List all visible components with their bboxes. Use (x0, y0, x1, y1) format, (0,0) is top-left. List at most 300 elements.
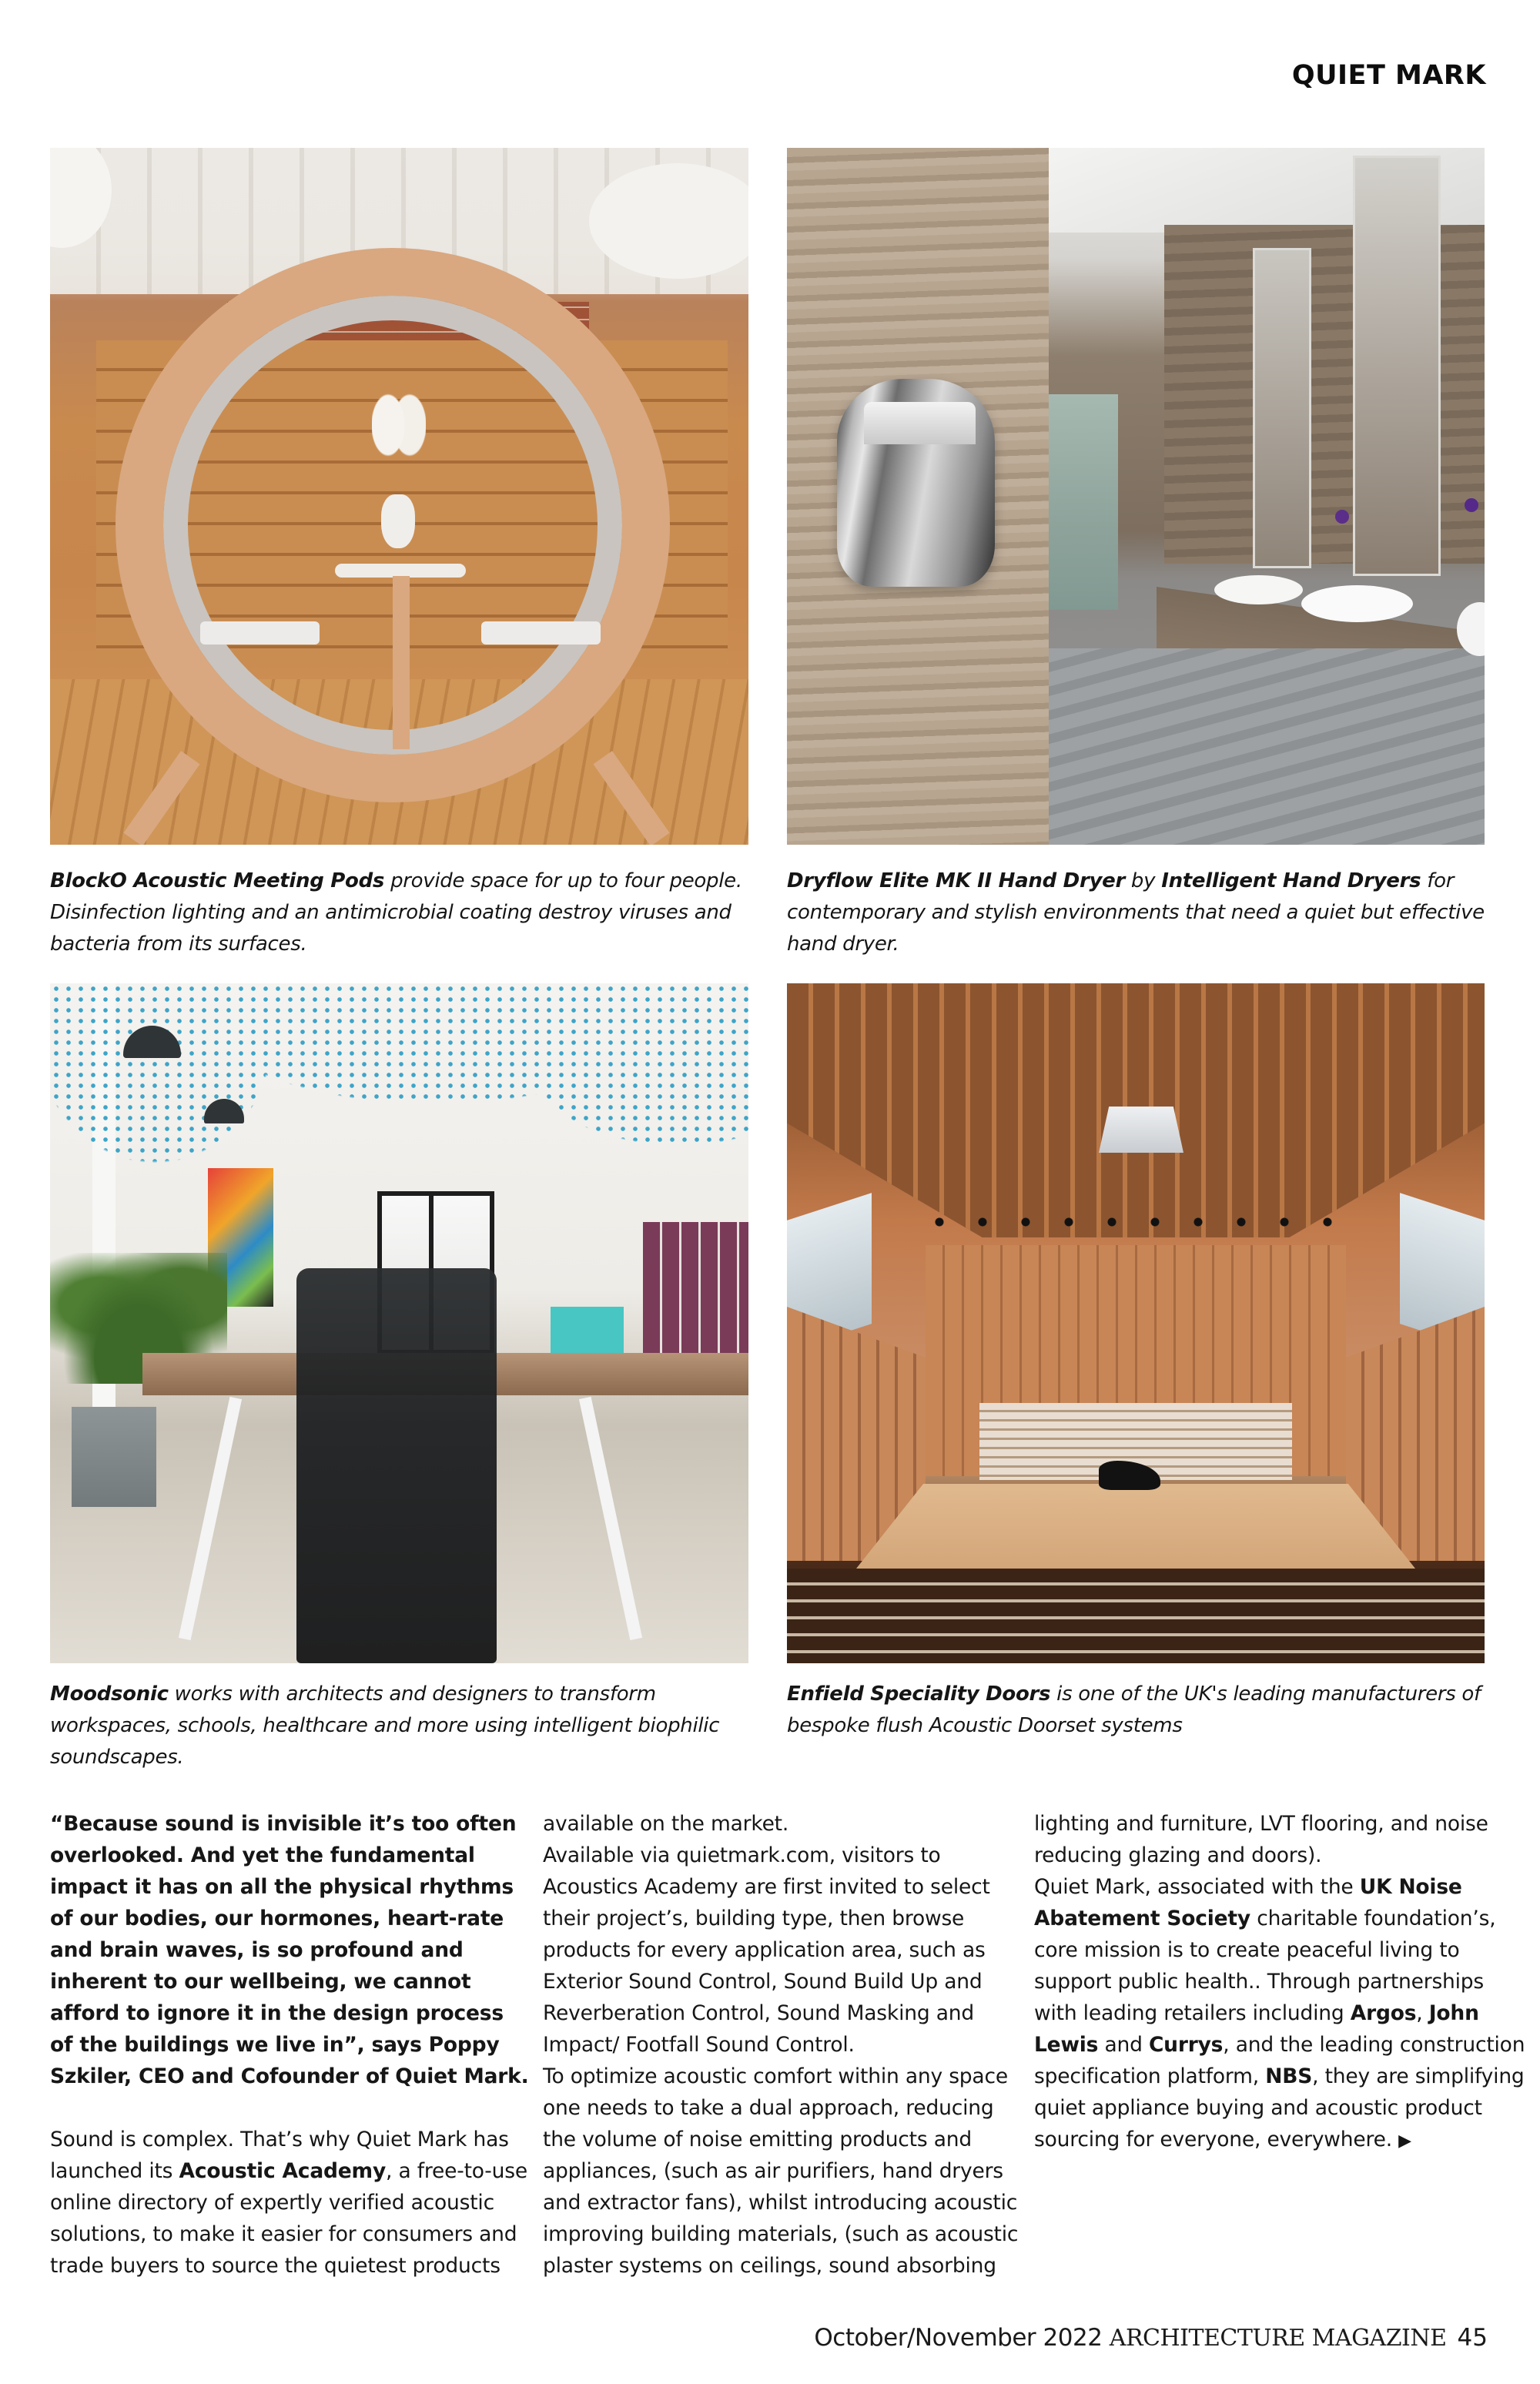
text-run (835, 1843, 842, 1867)
text-run: hand (882, 2159, 933, 2183)
text-run: are (1376, 2064, 1409, 2088)
text-run: with (1034, 2001, 1077, 2025)
text-run: select (930, 1875, 990, 1899)
text-run (679, 2191, 685, 2215)
text-run: living (1378, 1938, 1434, 1962)
acoustic-academy-name (275, 2159, 282, 2183)
text-run (886, 1907, 892, 1930)
text-run: and (1104, 2033, 1143, 2057)
text-run: acoustic (410, 2191, 494, 2215)
dotted-soundwave-overlay (50, 983, 748, 1261)
text-run (890, 2254, 896, 2278)
caption-text: is one of the UK's leading manufacturers of bespoke flush Acoustic Doorset systems (787, 1683, 1481, 1737)
text-run: partnerships (1357, 1970, 1485, 1994)
text-run: appliance (1091, 2096, 1190, 2120)
text-run (822, 2254, 829, 2278)
text-run (899, 2222, 906, 2246)
text-run (173, 2222, 179, 2246)
skylight (1099, 1107, 1183, 1153)
text-run (929, 2001, 936, 2025)
text-run: reducing (1034, 1843, 1123, 1867)
text-run: , (1416, 2001, 1423, 2025)
stage-floor (856, 1484, 1415, 1569)
text-run (279, 2254, 285, 2278)
retailer-name: Currys (1148, 2033, 1224, 2057)
text-run (406, 2254, 412, 2278)
text-run: quietest (323, 2254, 407, 2278)
text-run: is (119, 2128, 136, 2151)
text-run: Exterior (543, 1970, 622, 1994)
text-run (356, 2222, 362, 2246)
text-run (771, 2001, 777, 2025)
text-run: area, (851, 1938, 903, 1962)
text-run: quietmark.com, (676, 1843, 835, 1867)
text-run: noise (1435, 1812, 1488, 1836)
text-run (648, 2096, 654, 2120)
text-run: sound (829, 2254, 890, 2278)
mirror (1253, 248, 1311, 568)
text-run: Footfall (625, 2033, 700, 2057)
text-run: as (725, 2159, 748, 2183)
caption-company-name: Intelligent Hand Dryers (1161, 869, 1421, 892)
text-run: and (944, 1970, 983, 1994)
text-run (689, 1907, 695, 1930)
text-run: public (1117, 1970, 1179, 1994)
text-run (136, 2128, 142, 2151)
text-run (734, 2254, 740, 2278)
text-run (1078, 1938, 1084, 1962)
text-run: for (637, 1938, 665, 1962)
text-run: and (1235, 2033, 1274, 2057)
uk-noise-abatement-society-name (1160, 1907, 1167, 1930)
text-run (904, 1970, 910, 1994)
text-run (112, 2191, 118, 2215)
text-run (644, 2222, 650, 2246)
text-run: To (543, 2064, 564, 2088)
text-run: ceilings, (739, 2254, 822, 2278)
text-run (1354, 1875, 1360, 1899)
text-run (1151, 1875, 1157, 1899)
retailer-name: John (1428, 2001, 1479, 2025)
text-run (1423, 2001, 1429, 2025)
text-run (775, 1907, 782, 1930)
uk-noise-abatement-society-name: UK (1359, 1875, 1392, 1899)
text-run: its (149, 2159, 173, 2183)
hand-dryer-highlight (864, 402, 976, 444)
text-run (1392, 2128, 1398, 2151)
text-run: buying (1195, 2096, 1264, 2120)
text-run: via (640, 1843, 671, 1867)
text-run (658, 2159, 664, 2183)
text-run: type, (782, 1907, 834, 1930)
text-run: online (50, 2191, 112, 2215)
text-run (179, 2254, 185, 2278)
text-run: to (1189, 1938, 1210, 1962)
text-run (323, 2191, 329, 2215)
text-run (104, 2254, 110, 2278)
text-run: reducing (906, 2096, 994, 2120)
text-run: needs (586, 2096, 648, 2120)
photo-caption (50, 1679, 766, 1773)
text-run: any (905, 2064, 942, 2088)
text-run (1190, 2096, 1196, 2120)
text-run: LVT (1260, 1812, 1295, 1836)
caption-company-name: Moodsonic (50, 1683, 169, 1706)
text-run: furniture, (1160, 1812, 1254, 1836)
text-run: of (663, 2128, 683, 2151)
text-run: dryers (939, 2159, 1003, 2183)
text-run: dual (748, 2096, 793, 2120)
text-run (205, 2254, 211, 2278)
text-run: and (1270, 2096, 1309, 2120)
text-run: lighting (1034, 1812, 1110, 1836)
text-run (748, 2159, 754, 2183)
text-run: a (730, 2096, 743, 2120)
audience-seats (787, 1569, 1485, 1663)
text-run (590, 1907, 596, 1930)
text-run: Available (543, 1843, 634, 1867)
text-run (1428, 1812, 1435, 1836)
text-run (840, 2001, 846, 2025)
text-run (822, 1875, 829, 1899)
text-run (172, 2159, 179, 2183)
text-run (392, 2159, 398, 2183)
text-run: products (543, 1938, 631, 1962)
text-run: their (543, 1907, 590, 1930)
text-run: comfort (753, 2064, 832, 2088)
text-run (612, 2254, 618, 2278)
text-run (1089, 1875, 1095, 1899)
text-run (777, 1875, 783, 1899)
text-run: with (1270, 1875, 1314, 1899)
text-run (318, 2254, 324, 2278)
text-run: the (671, 1812, 705, 1836)
text-run: leading (1083, 2001, 1157, 2025)
text-run: sourcing (1034, 2128, 1120, 2151)
text-run: one (543, 2096, 581, 2120)
text-run (208, 2191, 214, 2215)
text-run (777, 1970, 783, 1994)
pull-quote: “Because sound is invisible it’s too often overlooked. And yet the fundamental impact it has on all the physical rhythms of our bodies, our hormones, heart-rate and brain waves, is so profound and inherent to our wellbeing, we cannot afford to ignore it in the design process of the buildings we live in”, says Poppy Szkiler, CEO and Cofounder of Quiet Mark. (50, 1812, 529, 2088)
photo-concert-hall (787, 983, 1485, 1663)
article-column-3 (1034, 1808, 1527, 2157)
text-run: directory (117, 2191, 208, 2215)
retailer-name: Lewis (1034, 2033, 1099, 2057)
text-run: they (1324, 2064, 1370, 2088)
end-of-article-icon: ▶ (1398, 2131, 1411, 2151)
text-run (1394, 2033, 1400, 2057)
text-run (769, 2033, 775, 2057)
text-run (411, 2159, 417, 2183)
text-run (897, 1875, 903, 1899)
caption-product-name: Dryflow Elite MK II Hand Dryer (787, 869, 1125, 892)
uk-noise-abatement-society-name: Society (1167, 1907, 1250, 1930)
text-run (622, 1970, 628, 1994)
text-run: Control. (775, 2033, 855, 2057)
text-run (665, 1812, 671, 1836)
text-run: and (933, 2128, 972, 2151)
text-run: Sound (783, 1970, 848, 1994)
text-run: fans), (685, 2191, 742, 2215)
planter (72, 1407, 156, 1507)
text-run (1308, 2096, 1314, 2120)
glass-door (1049, 394, 1118, 610)
text-run: associated (1157, 1875, 1265, 1899)
text-run: project’s, (595, 1907, 689, 1930)
text-run (924, 1875, 930, 1899)
article-paragraph (543, 2061, 1024, 2282)
text-run (1261, 1970, 1267, 1994)
text-run (1161, 2064, 1167, 2088)
text-run (875, 2159, 882, 2183)
text-run (1259, 2064, 1265, 2088)
text-run: to (185, 2254, 206, 2278)
text-run: Acoustics (543, 1875, 638, 1899)
text-run: volume (582, 2128, 658, 2151)
text-run: , (1312, 2064, 1319, 2088)
text-run (634, 1812, 640, 1836)
sink (1301, 585, 1413, 622)
text-run: , (1223, 2033, 1230, 2057)
magazine-title: ARCHITECTURE MAGAZINE (1109, 2325, 1447, 2352)
text-run: foundation’s, (1364, 1907, 1496, 1930)
text-run (638, 1875, 644, 1899)
text-run (576, 2128, 582, 2151)
text-run: glazing (1128, 1843, 1201, 1867)
text-run: doors). (1251, 1843, 1322, 1867)
text-run (1157, 2001, 1163, 2025)
vase (381, 494, 415, 548)
text-run: the (284, 2254, 318, 2278)
text-run: Through (1267, 1970, 1351, 1994)
text-run (728, 1938, 734, 1962)
caption-text: provide space for up to four people. Disinfection lighting and an antimicrobial coating destroy viruses and bacteria from its surfaces. (50, 869, 742, 956)
article-paragraph (543, 1840, 1024, 2061)
text-run: (such (663, 2159, 719, 2183)
text-run (1250, 1907, 1257, 1930)
text-run: expertly (239, 2191, 323, 2215)
text-run (254, 2222, 260, 2246)
text-run: for (1126, 2128, 1154, 2151)
text-run (692, 1970, 698, 1994)
text-run (113, 2128, 119, 2151)
text-run: leading (1319, 2033, 1394, 2057)
seat-cushion (200, 621, 320, 645)
text-run: available (543, 1812, 634, 1836)
text-run: easier (260, 2222, 323, 2246)
text-run: on (708, 2254, 734, 2278)
text-run: quiet (1034, 2096, 1086, 2120)
text-run (581, 2191, 587, 2215)
text-run: building (650, 2222, 732, 2246)
text-run: extractor (587, 2191, 679, 2215)
text-run: as (906, 2222, 929, 2246)
text-run (322, 2222, 328, 2246)
text-run (1264, 2096, 1270, 2120)
text-run: as (962, 1938, 986, 1962)
flower (1465, 498, 1478, 512)
photo-hand-dryer-washroom (787, 148, 1485, 845)
text-run: optimize (570, 2064, 658, 2088)
text-run (1246, 2001, 1252, 2025)
stage-lights (918, 1207, 1354, 1237)
caption-text: by (1124, 869, 1162, 892)
text-run: building (695, 1907, 776, 1930)
text-run: complex. (142, 2128, 234, 2151)
table-leg (393, 576, 410, 749)
text-run (833, 1907, 839, 1930)
sink (1214, 575, 1303, 604)
text-run: Masking (846, 2001, 930, 2025)
text-run: Reverberation (543, 2001, 685, 2025)
text-run (705, 1812, 711, 1836)
text-run: noise (688, 2128, 743, 2151)
text-run: mission (1083, 1938, 1161, 1962)
text-run (1384, 1812, 1390, 1836)
text-run: products (412, 2254, 500, 2278)
text-run: systems (618, 2254, 702, 2278)
text-run: launched (50, 2159, 143, 2183)
text-run: emitting (748, 2128, 834, 2151)
photo-caption (787, 866, 1495, 960)
text-run: acoustic (663, 2064, 747, 2088)
text-run (1200, 1843, 1207, 1867)
text-run: construction (1399, 2033, 1525, 2057)
text-run: support (1034, 1970, 1112, 1994)
text-run: improving (543, 2222, 644, 2246)
text-run: including (1252, 2001, 1344, 2025)
text-run: everyone, (1160, 2128, 1261, 2151)
text-run: absorbing (896, 2254, 996, 2278)
text-run: plaster (543, 2254, 613, 2278)
text-run (1161, 1938, 1167, 1962)
caption-text: for contemporary and stylish environments that need a quiet but effective hand dryer. (787, 869, 1485, 956)
text-run (1351, 1970, 1357, 1994)
text-run: trade (50, 2254, 104, 2278)
text-run: on (640, 1812, 665, 1836)
text-run: Sound (50, 2128, 114, 2151)
text-run (350, 2128, 357, 2151)
text-run (410, 2128, 417, 2151)
text-run (235, 2222, 241, 2246)
acoustic-academy-name: Acoustic (179, 2159, 276, 2183)
text-run: specification (1034, 2064, 1161, 2088)
text-run: to (654, 2096, 675, 2120)
caption-text: works with architects and designers to transform workspaces, schools, healthcare and more using intelligent biophilic soundscapes. (50, 1683, 720, 1769)
text-run (938, 1970, 944, 1994)
text-run (1076, 2001, 1083, 2025)
text-run: browse (892, 1907, 965, 1930)
text-run: make (179, 2222, 235, 2246)
text-run (467, 2128, 473, 2151)
text-run: whilst (748, 2191, 808, 2215)
text-run: why (308, 2128, 350, 2151)
text-run: Quiet (356, 2128, 411, 2151)
retailer-name: Argos (1350, 2001, 1417, 2025)
article-column-2 (543, 1808, 1024, 2282)
text-run: and (1207, 1843, 1245, 1867)
text-run (1154, 1812, 1160, 1836)
caption-product-name: BlockO Acoustic Meeting Pods (50, 869, 385, 892)
text-run (899, 2064, 906, 2088)
text-run (902, 1938, 909, 1962)
text-run (738, 1875, 744, 1899)
text-run: Mark, (1094, 1875, 1151, 1899)
text-run: the (1280, 2033, 1314, 2057)
text-run: Impact/ (543, 2033, 620, 2057)
photo-caption (50, 866, 758, 960)
text-run (956, 1938, 962, 1962)
text-run (674, 2096, 680, 2120)
text-run: approach, (798, 2096, 900, 2120)
text-run (929, 2222, 935, 2246)
text-run: Control, (691, 2001, 771, 2025)
text-run: and (1390, 1812, 1428, 1836)
text-run (743, 2096, 749, 2120)
text-run (1229, 2033, 1235, 2057)
text-run (1318, 2064, 1324, 2088)
text-run: , (386, 2159, 393, 2183)
text-run: platform, (1167, 2064, 1259, 2088)
issue-date: October/November 2022 (814, 2324, 1110, 2352)
platform-name: NBS (1265, 2064, 1313, 2088)
text-run: has (473, 2128, 509, 2151)
acoustic-academy-name: Academy (282, 2159, 387, 2183)
text-run (1274, 2033, 1280, 2057)
text-run (1295, 1812, 1301, 1836)
text-run: the (543, 2128, 576, 2151)
text-run: within (838, 2064, 899, 2088)
page-number: 45 (1457, 2324, 1488, 2352)
text-run: Sound (776, 2001, 841, 2025)
text-run: Sound (705, 2033, 769, 2057)
text-run (473, 2222, 479, 2246)
text-run: for (328, 2222, 357, 2246)
text-run (928, 2191, 934, 2215)
text-run (657, 2064, 663, 2088)
text-run (1254, 1812, 1260, 1836)
text-run: is (1167, 1938, 1183, 1962)
text-run: purifiers, (786, 2159, 876, 2183)
text-run (845, 1938, 852, 1962)
text-run (564, 2064, 571, 2088)
page-footer (814, 2324, 1488, 2352)
text-run (234, 2128, 240, 2151)
text-run (1086, 2096, 1092, 2120)
mirror (1353, 156, 1441, 576)
text-run: retailers (1163, 2001, 1247, 2025)
text-run (1344, 2001, 1351, 2025)
text-run (1314, 1875, 1320, 1899)
text-run (927, 2128, 933, 2151)
text-run: then (839, 1907, 886, 1930)
text-run: air (754, 2159, 781, 2183)
text-run: the (1320, 1875, 1354, 1899)
article-paragraph (543, 1808, 1024, 1840)
section-title: QUIET MARK (1291, 60, 1486, 91)
text-run: and (543, 2191, 581, 2215)
text-run (942, 2064, 949, 2088)
text-run: invited (829, 1875, 898, 1899)
text-run: source (211, 2254, 279, 2278)
text-run: to (152, 2222, 173, 2246)
uk-noise-abatement-society-name: Abatement (1034, 1907, 1160, 1930)
text-run: a (398, 2159, 411, 2183)
text-run: charitable (1257, 1907, 1358, 1930)
article-column-1 (50, 1808, 531, 2282)
text-run: buyers (109, 2254, 179, 2278)
text-run (1408, 2064, 1414, 2088)
